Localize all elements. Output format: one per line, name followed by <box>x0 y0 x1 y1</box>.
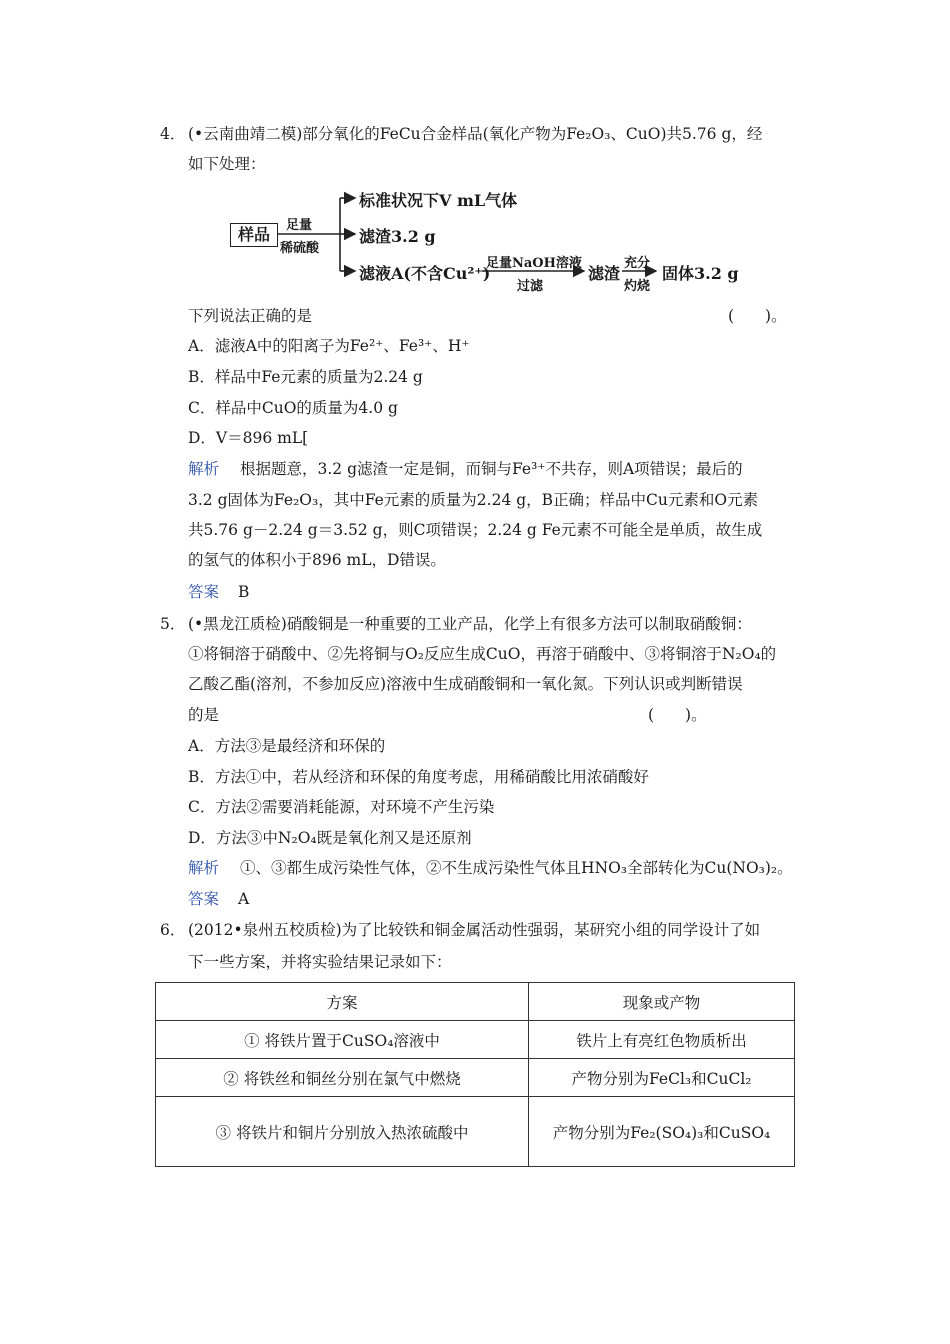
q4-analysis-label: 解析 <box>188 460 220 478</box>
filter-label: 过滤 <box>517 279 544 294</box>
branch-residue: 滤渣3.2 g <box>359 227 436 246</box>
branch-gas: 标准状况下V mL气体 <box>359 191 518 210</box>
reagent-bottom-label: 稀硫酸 <box>280 241 320 256</box>
table-row <box>156 1021 795 1059</box>
naoh-label: 足量NaOH溶液 <box>486 256 582 271</box>
q5-bracket: ( )。 <box>648 706 707 724</box>
final-solid: 固体3.2 g <box>662 264 739 283</box>
residue-2: 滤渣 <box>588 264 621 283</box>
q5-stem-line-4: 的是 <box>188 706 220 724</box>
q4-option-b: B．样品中Fe元素的质量为2.24 g <box>188 368 423 386</box>
table-cell: ② 将铁丝和铜丝分别在氯气中燃烧 <box>156 1059 529 1097</box>
table-row <box>156 1059 795 1097</box>
q4-stem-line-2: 如下处理： <box>188 155 266 173</box>
q5-option-d: D．方法③中N₂O₄既是氧化剂又是还原剂 <box>188 829 472 847</box>
experiment-table <box>155 982 795 1167</box>
sample-box: 样品 <box>230 223 278 247</box>
q5-option-b: B．方法①中，若从经济和环保的角度考虑，用稀硝酸比用浓硝酸好 <box>188 768 649 786</box>
q4-option-a: A．滤液A中的阳离子为Fe²⁺、Fe³⁺、H⁺ <box>188 337 470 355</box>
table-cell: ① 将铁片置于CuSO₄溶液中 <box>156 1021 529 1059</box>
q6-number: 6． <box>160 921 186 939</box>
q5-stem-line-3: 乙酸乙酯(溶剂，不参加反应)溶液中生成硝酸铜和一氧化氮。下列认识或判断错误 <box>188 675 743 693</box>
burn-top-label: 充分 <box>624 256 651 271</box>
table-header-cell: 现象或产物 <box>529 983 795 1021</box>
q5-answer-label: 答案 <box>188 890 220 908</box>
q5-stem-line-2: ①将铜溶于硝酸中、②先将铜与O₂反应生成CuO，再溶于硝酸中、③将铜溶于N₂O₄的 <box>188 645 777 663</box>
q4-option-d: D．V＝896 mL[ <box>188 429 309 447</box>
q5-answer: A <box>238 890 250 908</box>
table-cell: 产物分别为FeCl₃和CuCl₂ <box>529 1059 795 1097</box>
table-cell: ③ 将铁片和铜片分别放入热浓硫酸中 <box>156 1097 529 1167</box>
q6-stem-line-1: (2012•泉州五校质检)为了比较铁和铜金属活动性强弱，某研究小组的同学设计了如 <box>188 921 761 939</box>
q4-number: 4． <box>160 125 186 143</box>
q4-bracket: ( )。 <box>728 307 787 325</box>
reagent-top-label: 足量 <box>286 218 313 233</box>
q4-flow-diagram <box>230 186 750 296</box>
q4-stem-line-1: (•云南曲靖二模)部分氧化的FeCu合金样品(氧化产物为Fe₂O₃、CuO)共5.76 g，经 <box>188 125 763 143</box>
q5-analysis-label: 解析 <box>188 859 220 877</box>
q5-option-a: A．方法③是最经济和环保的 <box>188 737 386 755</box>
q6-stem-line-2: 下一些方案，并将实验结果记录如下： <box>188 953 452 971</box>
q4-prompt: 下列说法正确的是 <box>188 307 313 325</box>
q4-analysis-line-3: 共5.76 g－2.24 g＝3.52 g，则C项错误；2.24 g Fe元素不可能全是单质，故生成 <box>188 521 763 539</box>
burn-bottom-label: 灼烧 <box>624 279 651 294</box>
table-row <box>156 1097 795 1167</box>
q4-answer: B <box>238 583 250 601</box>
q4-analysis-line-4: 的氢气的体积小于896 mL，D错误。 <box>188 551 446 569</box>
table-cell: 铁片上有亮红色物质析出 <box>529 1021 795 1059</box>
q4-answer-label: 答案 <box>188 583 220 601</box>
table-header-cell: 方案 <box>156 983 529 1021</box>
q5-option-c: C．方法②需要消耗能源，对环境不产生污染 <box>188 798 495 816</box>
table-header-row <box>156 983 795 1021</box>
q4-option-c: C．样品中CuO的质量为4.0 g <box>188 399 398 417</box>
q5-stem-line-1: (•黑龙江质检)硝酸铜是一种重要的工业产品，化学上有很多方法可以制取硝酸铜： <box>188 615 752 633</box>
q5-number: 5． <box>160 615 186 633</box>
q4-analysis-line-1: 根据题意，3.2 g滤渣一定是铜，而铜与Fe³⁺不共存，则A项错误；最后的 <box>240 460 743 478</box>
q4-analysis-line-2: 3.2 g固体为Fe₂O₃，其中Fe元素的质量为2.24 g，B正确；样品中Cu元素和O元素 <box>188 491 759 509</box>
q5-analysis: ①、③都生成污染性气体，②不生成污染性气体且HNO₃全部转化为Cu(NO₃)₂。 <box>240 859 793 877</box>
table-cell: 产物分别为Fe₂(SO₄)₃和CuSO₄ <box>529 1097 795 1167</box>
branch-filtrate: 滤液A(不含Cu²⁺) <box>359 264 491 283</box>
